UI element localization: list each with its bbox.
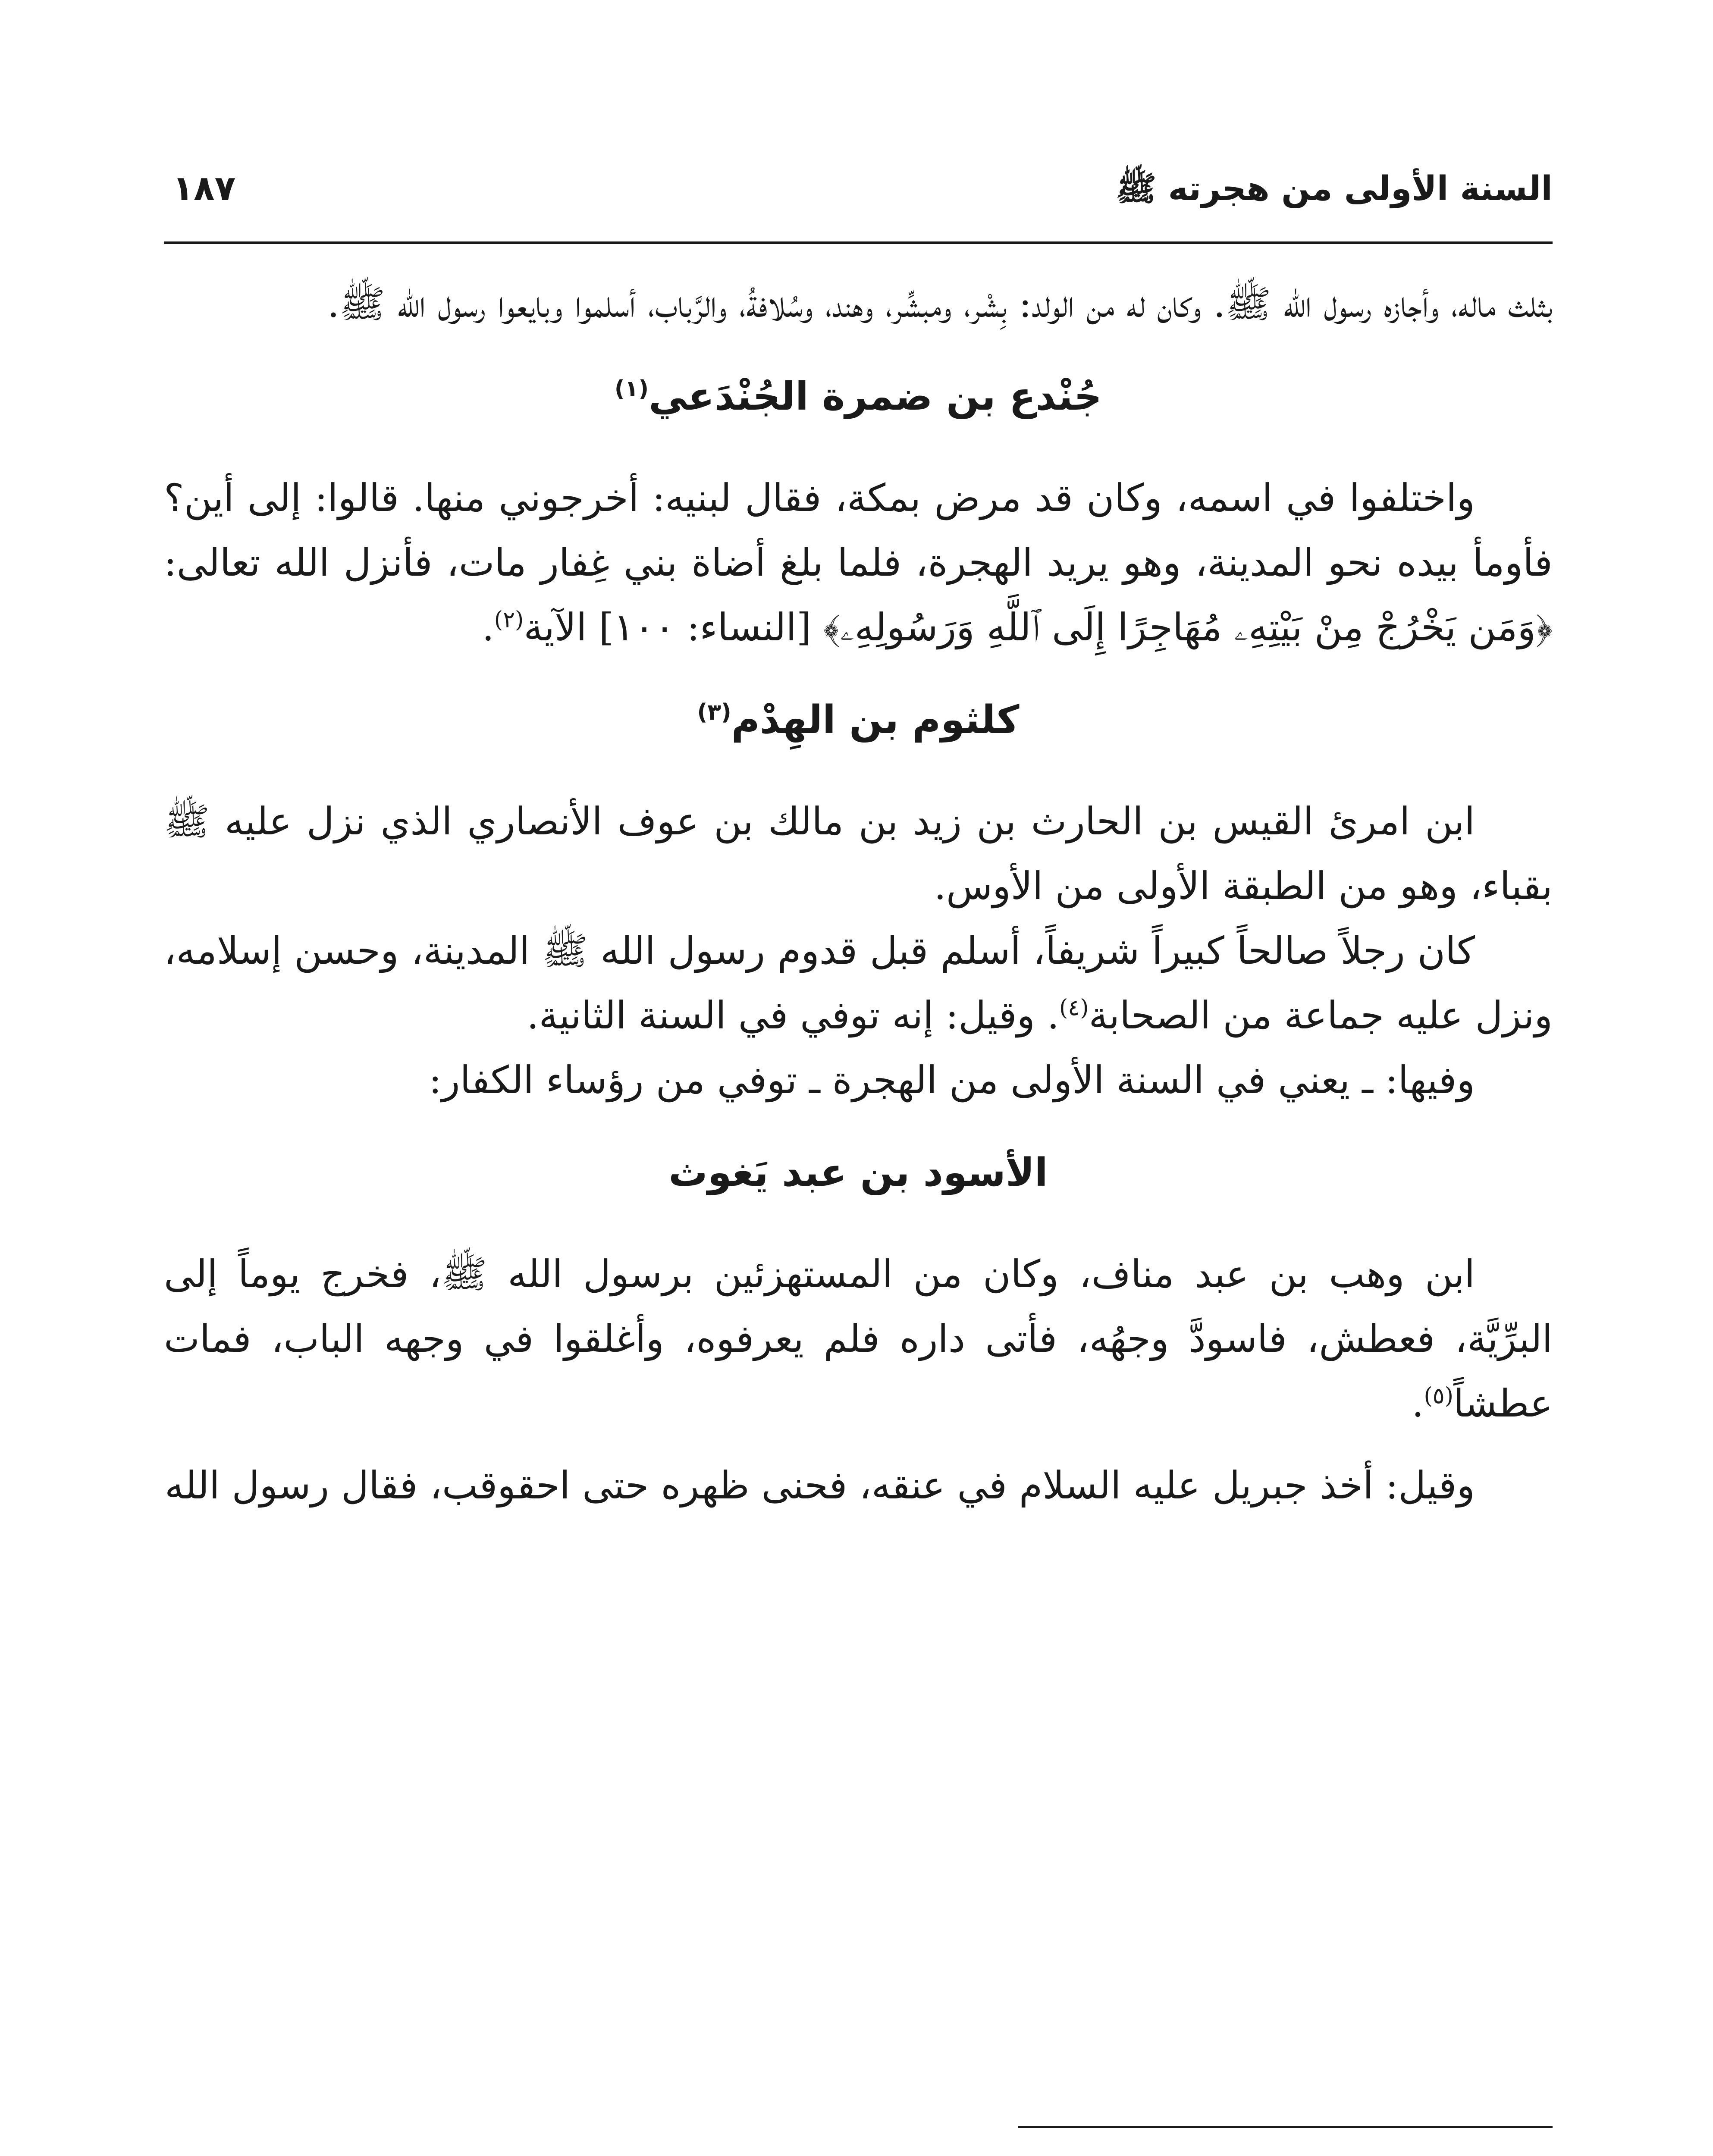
- paragraph-aswad: [164, 1242, 1553, 1436]
- main-text: [164, 272, 1553, 1518]
- book-page: [164, 142, 1553, 2156]
- section-heading-kulthum: [164, 686, 1553, 755]
- footnote-ref-1: (١): [614, 376, 649, 402]
- paragraph-aswad-cont: وقيل: أخذ جبريل عليه السلام في عنقه، فحنى ظهره حتى احقوقب، فقال رسول الله: [164, 1463, 1475, 1507]
- paragraph-kulthum-lineage: ابن امرئ القيس بن الحارث بن زيد بن مالك بن عوف الأنصاري الذي نزل عليه ﷺ بقباء، وهو من الطبقة الأولى من الأوس.: [164, 799, 1553, 908]
- heading-text: جُنْدع بن ضمرة الجُنْدَعي: [649, 374, 1102, 419]
- section-heading-jundu: [164, 362, 1553, 431]
- running-title: السنة الأولى من هجرته ﷺ: [1116, 169, 1553, 208]
- heading-text: كلثوم بن الهِدْم: [731, 697, 1020, 743]
- footnote-ref-5: (٥): [1424, 1383, 1453, 1409]
- running-header: [164, 168, 1553, 224]
- page-number: ١٨٧: [173, 168, 236, 208]
- paragraph-text: ابن وهب بن عبد مناف، وكان من المستهزئين برسول الله ﷺ، فخرج يوماً إلى البرِّيَّة، فعطش، فاسودَّ وجهُه، فأتى داره فلم يعرفوه، وأغلقوا في وجهه الباب، فمات عطشاً: [164, 1252, 1553, 1426]
- paragraph-continuation: بثلث ماله، وأجازه رسول الله ﷺ. وكان له من الولد: بِشْر، ومبشِّر، وهند، وسُلافةُ، والرَّباب، أسلموا وبايعوا رسول الله ﷺ.: [327, 282, 1553, 326]
- paragraph-end: .: [482, 605, 494, 649]
- footnote-ref-2: (٢): [494, 607, 524, 633]
- paragraph-kulthum-bio: [164, 918, 1553, 1048]
- heading-text: الأسود بن عبد يَغوث: [668, 1150, 1048, 1195]
- paragraph-text-cont: . وقيل: إنه توفي في السنة الثانية.: [527, 993, 1059, 1037]
- footnote-ref-3: (٣): [697, 699, 731, 725]
- paragraph-text: واختلفوا في اسمه، وكان قد مرض بمكة، فقال لبنيه: أخرجوني منها. قالوا: إلى أين؟ فأومأ بيده نحو المدينة، وهو يريد الهجرة، فلما بلغ أضاة بني غِفار مات، فأنزل الله تعالى: ﴿وَمَن يَخْرُجْ مِنْ بَيْتِهِۦ مُهَاجِرًا إِلَى ٱللَّهِ وَرَسُولِهِۦ﴾ [النساء: ١٠٠] الآية: [164, 476, 1553, 649]
- paragraph-text: كان رجلاً صالحاً كبيراً شريفاً، أسلم قبل قدوم رسول الله ﷺ المدينة، وحسن إسلامه، ونزل عليه جماعة من الصحابة: [164, 928, 1553, 1037]
- paragraph-deaths-intro: وفيها: ـ يعني في السنة الأولى من الهجرة ـ توفي من رؤساء الكفار:: [429, 1058, 1475, 1102]
- section-heading-aswad: [164, 1138, 1553, 1207]
- footnote-ref-4: (٤): [1059, 995, 1089, 1021]
- header-rule: [164, 241, 1553, 244]
- spacer: [164, 1436, 1553, 1453]
- paragraph-jundu: [164, 466, 1553, 660]
- footnote-rule: [1018, 2126, 1553, 2128]
- paragraph-end: .: [1412, 1381, 1424, 1426]
